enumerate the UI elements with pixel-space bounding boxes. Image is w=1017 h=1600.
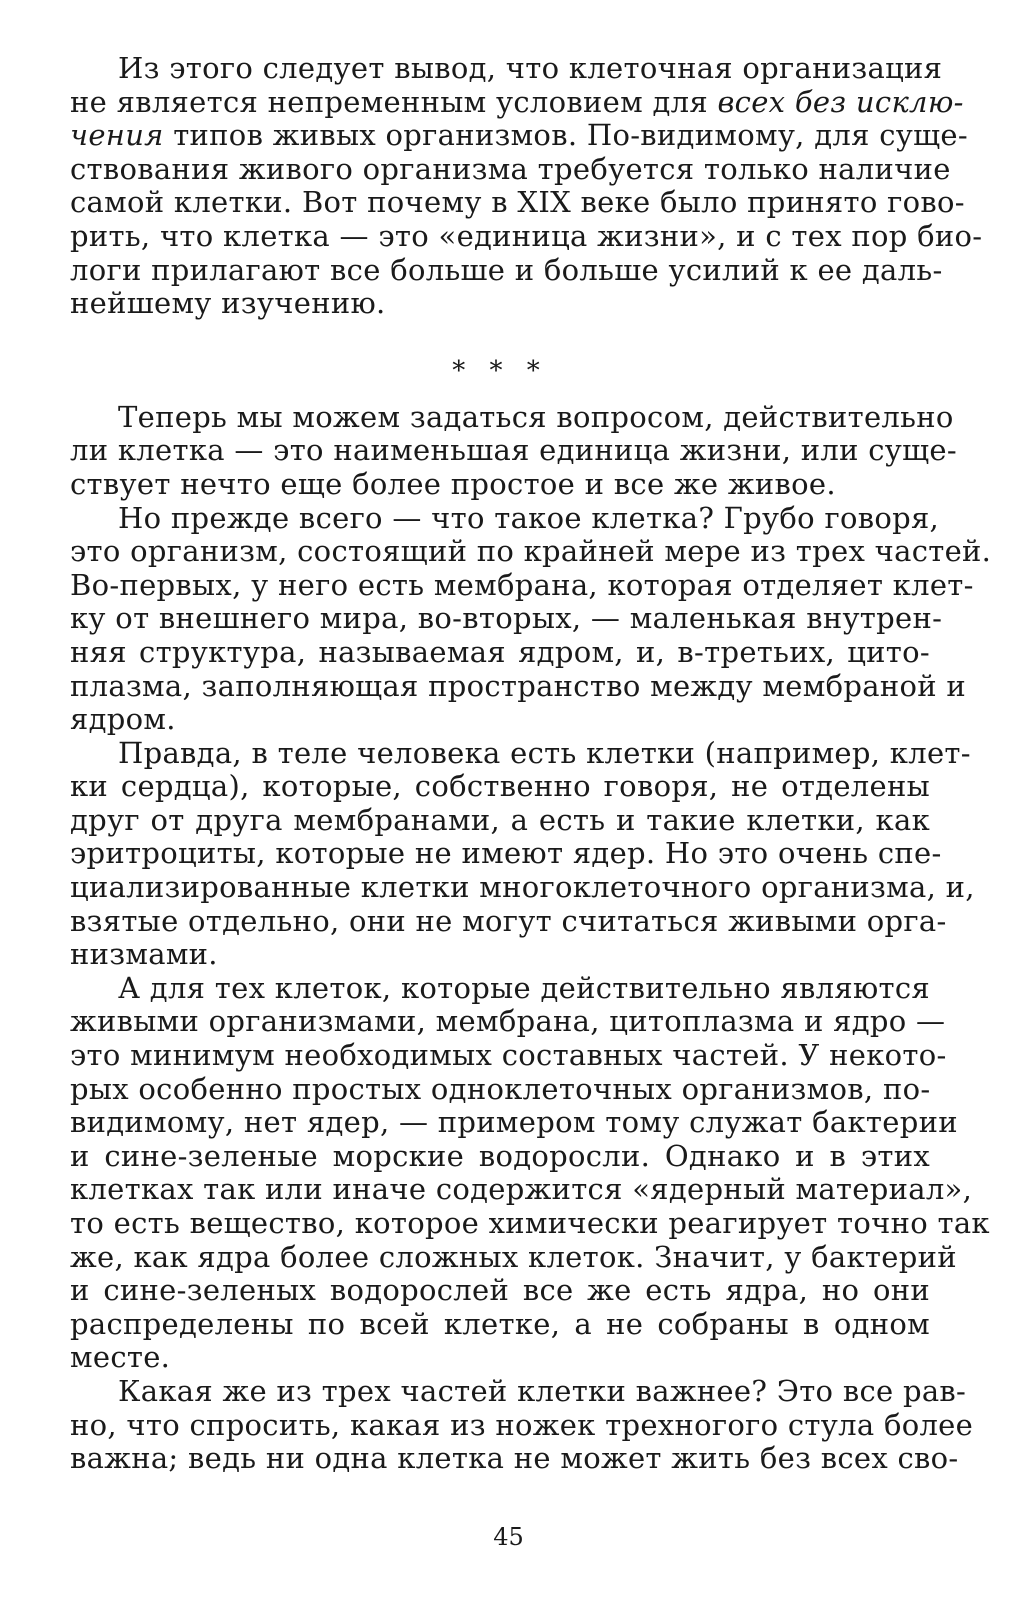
text-line — [70, 1274, 930, 1308]
text-segment: не является непременным условием для — [70, 84, 718, 119]
text-line — [70, 1038, 947, 1073]
text-line — [70, 1140, 930, 1174]
text-line — [70, 1373, 967, 1409]
text-line — [70, 636, 930, 670]
text-segment: нейшему изучению. — [70, 286, 386, 321]
text-line — [70, 218, 983, 254]
text-segment: типов живых организмов. По-видимому, для суще- — [163, 118, 968, 153]
text-line — [70, 703, 930, 737]
text-segment: Но прежде всего — что такое клетка? Грубо говоря, — [118, 500, 940, 535]
text-segment: Теперь мы можем задаться вопросом, действительно — [118, 399, 954, 434]
text-segment: друг от друга мембранами, а есть и такие клетки, как — [70, 802, 930, 837]
text-line — [70, 118, 968, 153]
italic-text: всех без исклю- — [717, 84, 964, 119]
text-line — [70, 972, 930, 1006]
text-line — [70, 252, 943, 288]
text-line — [70, 1172, 973, 1207]
text-line — [70, 903, 947, 939]
text-line — [70, 51, 943, 86]
text-line — [70, 770, 930, 804]
text-segment: но, что спросить, какая из ножек трехногого стула более — [70, 1407, 974, 1442]
text-segment: ли клетка — это наименьшая единица жизни, или суще- — [70, 433, 957, 468]
text-segment: клетках так или иначе содержится «ядерный материал», — [70, 1172, 973, 1207]
text-segment: логи прилагают все больше и больше усилий к ее даль- — [70, 252, 943, 287]
text-line — [70, 1341, 930, 1375]
paragraph — [70, 735, 975, 972]
text-line — [70, 1206, 990, 1241]
text-segment: видимому, нет ядер, — примером тому служат бактерии — [70, 1105, 958, 1140]
paragraph — [70, 51, 983, 321]
section-separator: * * * — [452, 355, 548, 386]
text-line — [70, 601, 943, 636]
text-segment: Какая же из трех частей клетки важнее? Это все рав- — [118, 1373, 967, 1408]
text-segment: и сине-зеленые морские водоросли. Однако и в этих — [70, 1138, 930, 1173]
text-line — [70, 1239, 957, 1275]
text-segment: ки сердца), которые, собственно говоря, не отделены — [70, 769, 930, 804]
text-segment: плазма, заполняющая пространство между мембраной и — [70, 668, 966, 703]
text-line — [70, 804, 930, 838]
text-segment: распределены по всей клетке, а не собраны в одном — [70, 1306, 930, 1341]
paragraph — [70, 399, 957, 502]
text-line — [70, 399, 954, 435]
text-line — [70, 668, 966, 704]
text-line — [70, 433, 957, 468]
text-segment: ядром. — [70, 702, 176, 737]
text-segment: взятые отдельно, они не могут считаться живыми орга- — [70, 903, 947, 938]
text-segment: живыми организмами, мембрана, цитоплазма и ядро — — [70, 1004, 946, 1039]
text-segment: самой клетки. Вот почему в XIX веке было принято гово- — [70, 185, 965, 220]
text-line — [70, 1407, 974, 1443]
text-line — [70, 84, 964, 120]
text-segment: же, как ядра более сложных клеток. Значит, у бактерий — [70, 1239, 957, 1274]
text-segment: Из этого следует вывод, что клеточная организация — [118, 51, 943, 85]
paragraph — [70, 970, 990, 1375]
text-line — [70, 185, 965, 220]
text-segment: ку от внешнего мира, во-вторых, — маленькая внутрен- — [70, 601, 943, 636]
text-line — [70, 468, 930, 502]
text-line — [70, 1105, 958, 1140]
text-line — [70, 870, 975, 905]
text-line — [70, 1004, 946, 1039]
paragraph — [70, 1373, 974, 1476]
text-segment: ствования живого организма требуется только наличие — [70, 151, 951, 186]
text-segment: рить, что клетка — это «единица жизни», и с тех пор био- — [70, 218, 983, 253]
text-segment: эритроциты, которые не имеют ядер. Но это очень спе- — [70, 836, 942, 871]
text-line — [70, 534, 992, 569]
paragraph — [70, 500, 992, 737]
text-segment: Правда, в теле человека есть клетки (например, клет- — [118, 735, 971, 770]
text-line — [70, 1441, 959, 1476]
text-segment: Во-первых, у него есть мембрана, которая отделяет клет- — [70, 567, 974, 602]
text-line — [70, 151, 951, 187]
text-segment: рых особенно простых одноклеточных организмов, по- — [70, 1071, 931, 1106]
text-line — [70, 1073, 930, 1107]
text-segment: низмами. — [70, 937, 218, 972]
text-line — [70, 1308, 930, 1342]
text-line — [70, 735, 971, 771]
text-segment: циализированные клетки многоклеточного организма, и, — [70, 870, 975, 905]
page-body — [70, 51, 992, 1476]
text-segment: это организм, состоящий по крайней мере из трех частей. — [70, 534, 992, 569]
italic-text: чения — [70, 118, 164, 153]
text-line — [70, 836, 942, 871]
page-number: 45 — [493, 1523, 524, 1551]
text-line — [70, 500, 940, 536]
text-segment: няя структура, называемая ядром, и, в-третьих, цито- — [70, 634, 930, 669]
text-segment: ствует нечто еще более простое и все же живое. — [70, 466, 836, 501]
text-segment: то есть вещество, которое химически реагирует точно так — [70, 1206, 990, 1240]
text-segment: месте. — [70, 1340, 171, 1375]
text-segment: и сине-зеленых водорослей все же есть ядра, но они — [70, 1273, 930, 1308]
text-line — [70, 938, 930, 972]
text-line — [70, 287, 930, 321]
text-segment: А для тех клеток, которые действительно являются — [118, 970, 930, 1005]
text-segment: это минимум необходимых составных частей. У некото- — [70, 1038, 947, 1073]
text-segment: важна; ведь ни одна клетка не может жить без всех сво- — [70, 1441, 959, 1476]
text-line — [70, 567, 974, 603]
